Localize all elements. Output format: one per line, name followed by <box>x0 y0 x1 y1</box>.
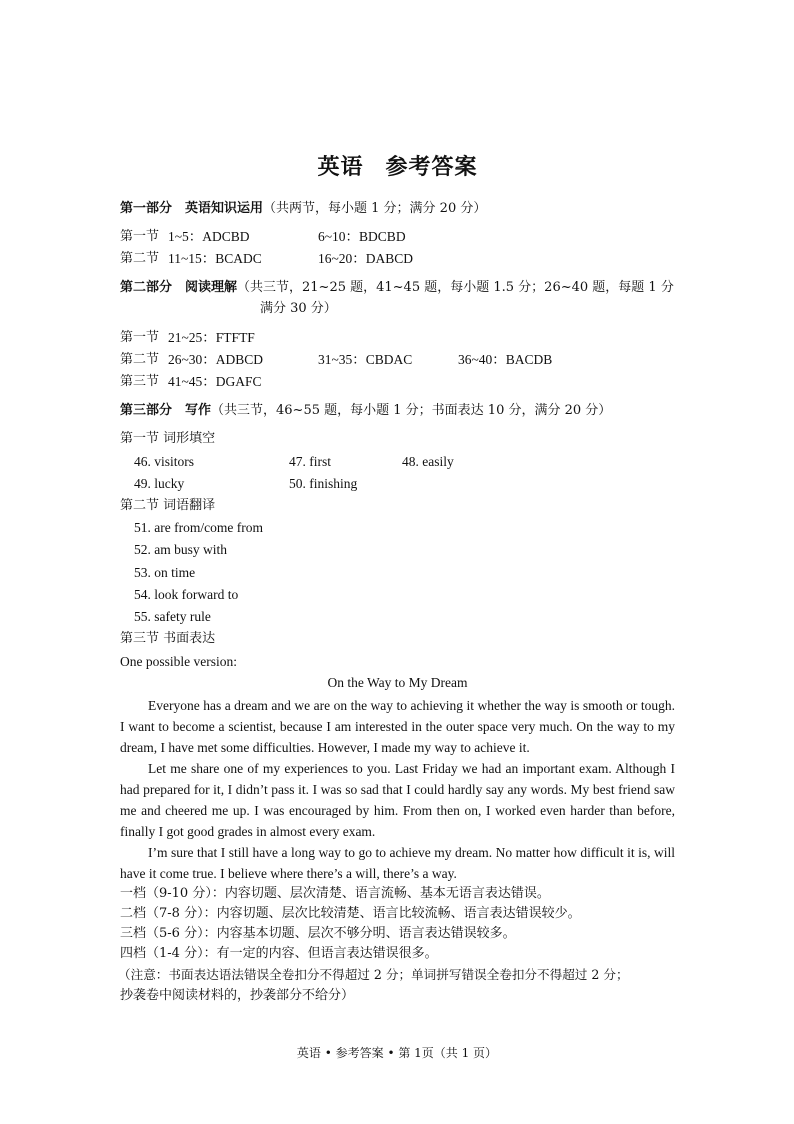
sample-essay <box>120 695 675 884</box>
answer-50: 50. finishing <box>289 476 358 491</box>
essay-paragraph: I’m sure that I still have a long way to go to achieve my dream. No matter how difficult it is, will have it come true. I believe where there’s a will, there’s a way. <box>120 845 675 881</box>
essay-paragraph: Let me share one of my experiences to you. Last Friday we had an important exam. Although I had prepared for it, I didn’t pass it. I was so sad that I could hardly say any words. My best friend saw me and cheered me up. I was encouraged by him. From then on, I worked even harder than before, finally I got good grades in almost every exam. <box>120 761 675 839</box>
part3-section2-label: 第二节 词语翻译 <box>120 498 216 513</box>
essay-title: On the Way to My Dream <box>327 675 468 690</box>
part3-section1-label: 第一节 词形填空 <box>120 431 216 446</box>
essay-paragraph: Everyone has a dream and we are on the way to achieving it whether the way is smooth or tough. I want to become a scientist, because I am interested in the outer space very much. On the way to my dream, I have met some difficulties. However, I made my way to achieve it. <box>120 698 675 755</box>
part2-section1: 第一节 21~25：FTFTF <box>120 330 255 345</box>
page-title <box>120 150 675 181</box>
notice-line-1: （注意：书面表达语法错误全卷扣分不得超过 2 分；单词拼写错误全卷扣分不得超过 2 分； <box>118 967 629 982</box>
answer-54: 54. look forward to <box>134 587 239 602</box>
essay-intro: One possible version: <box>120 654 237 669</box>
answer-55: 55. safety rule <box>134 609 211 624</box>
answer-48: 48. easily <box>402 454 454 469</box>
page-footer: 英语 • 参考答案 • 第 1页（共 1 页） <box>296 1046 498 1060</box>
answer-49: 49. lucky <box>134 476 185 491</box>
part2-section3: 第三节 41~45：DGAFC <box>120 374 262 389</box>
part1-heading: 第一部分 英语知识运用（共两节，每小题 1 分；满分 20 分） <box>120 201 487 216</box>
answer-51: 51. are from/come from <box>134 520 263 535</box>
grading-level-2: 二档（7-8 分）：内容切题、层次比较清楚、语言比较流畅、语言表达错误较少。 <box>120 906 581 921</box>
part1-section1: 第一节 1~5：ADCBD 6~10：BDCBD <box>120 229 406 244</box>
grading-level-4: 四档（1-4 分）：有一定的内容、但语言表达错误很多。 <box>120 946 438 961</box>
part3-heading: 第三部分 写作（共三节，46~55 题，每小题 1 分；书面表达 10 分，满分 20 分） <box>120 403 612 418</box>
answer-52: 52. am busy with <box>134 542 227 557</box>
answer-47: 47. first <box>289 454 331 469</box>
grading-level-3: 三档（5-6 分）：内容基本切题、层次不够分明、语言表达错误较多。 <box>120 926 516 941</box>
part1-section2: 第二节 11~15：BCADC 16~20：DABCD <box>120 251 414 266</box>
title-name: 参考答案 <box>385 154 478 180</box>
title-subject: 英语 <box>317 154 364 180</box>
answer-46: 46. visitors <box>134 454 195 469</box>
part2-section2: 第二节 26~30：ADBCD 31~35：CBDAC 36~40：BACDB <box>120 352 553 367</box>
part2-heading-cont: 满分 30 分） <box>260 301 337 316</box>
notice-line-2: 抄袭卷中阅读材料的，抄袭部分不给分） <box>120 988 355 1003</box>
part2-heading: 第二部分 阅读理解（共三节，21~25 题，41~45 题，每小题 1.5 分；26~40 题，每题 1 分 <box>120 280 674 295</box>
grading-level-1: 一档（9-10 分）：内容切题、层次清楚、语言流畅、基本无语言表达错误。 <box>120 886 550 901</box>
answer-53: 53. on time <box>134 565 196 580</box>
part3-section3-label: 第三节 书面表达 <box>120 631 216 646</box>
